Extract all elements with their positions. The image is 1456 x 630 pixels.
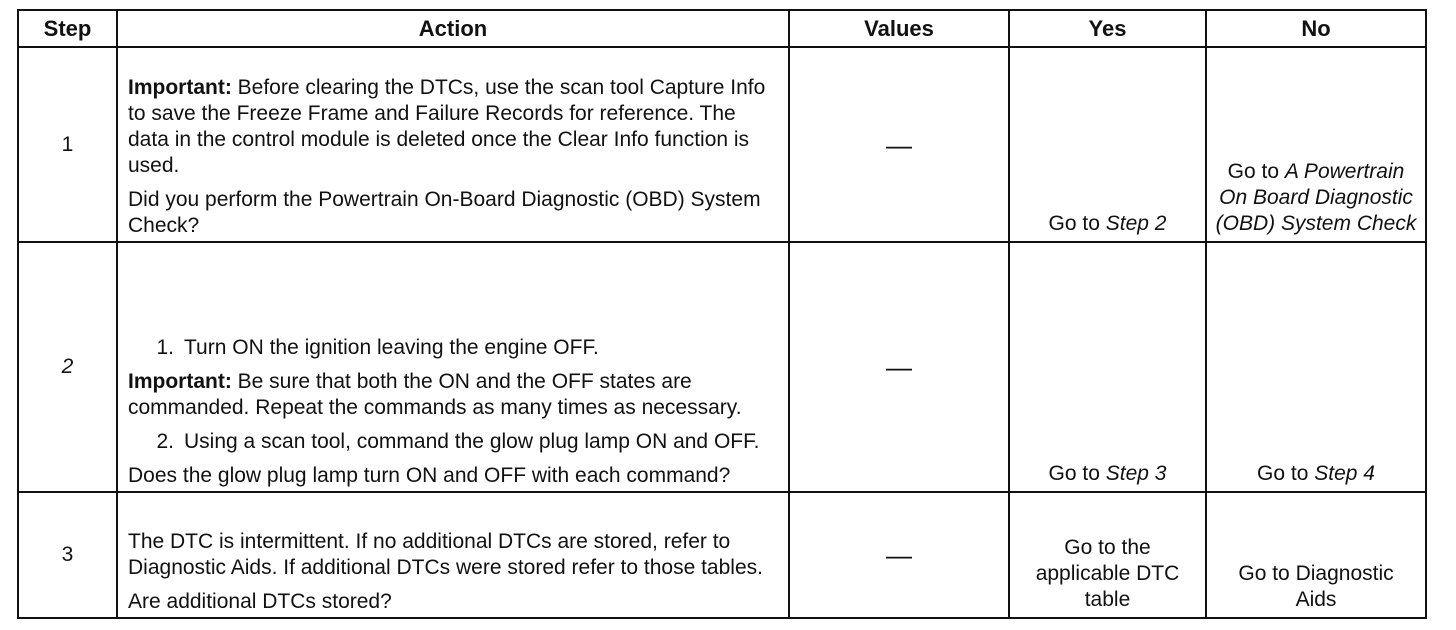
important-note xyxy=(128,75,776,179)
header-yes: Yes xyxy=(1009,10,1206,47)
important-text: Be sure that both the ON and the OFF states are commanded. Repeat the commands as many times as necessary. xyxy=(128,370,742,419)
question-text: Does the glow plug lamp turn ON and OFF with each command? xyxy=(128,464,731,487)
list-number: 1. xyxy=(156,336,174,359)
step-cell: 3 xyxy=(18,492,117,618)
step-cell: 2 xyxy=(18,242,117,492)
diagnostic-table xyxy=(17,9,1427,619)
important-note xyxy=(128,369,776,421)
values-cell: — xyxy=(789,47,1009,242)
yes-cell xyxy=(1009,47,1206,242)
important-label: Important: xyxy=(128,370,232,393)
list-item xyxy=(128,335,776,361)
no-link[interactable]: A Powertrain On Board Diagnostic (OBD) System Check xyxy=(1215,160,1417,235)
no-prefix: Go to xyxy=(1227,160,1285,183)
action-cell xyxy=(117,492,789,618)
header-values: Values xyxy=(789,10,1009,47)
table-row xyxy=(18,242,1426,492)
important-label: Important: xyxy=(128,76,232,99)
header-no: No xyxy=(1206,10,1426,47)
header-action: Action xyxy=(117,10,789,47)
yes-prefix: Go to xyxy=(1048,212,1106,235)
list-text: Turn ON the ignition leaving the engine OFF. xyxy=(184,336,599,359)
list-number: 2. xyxy=(156,430,174,453)
table-row xyxy=(18,47,1426,242)
no-prefix: Go to xyxy=(1257,462,1315,485)
no-link[interactable]: Step 4 xyxy=(1314,462,1375,485)
yes-cell[interactable]: Go to the applicable DTC table xyxy=(1009,492,1206,618)
table-row xyxy=(18,492,1426,618)
no-cell xyxy=(1206,242,1426,492)
action-cell xyxy=(117,242,789,492)
no-cell[interactable]: Go to Diagnostic Aids xyxy=(1206,492,1426,618)
yes-link[interactable]: Step 3 xyxy=(1105,462,1167,485)
values-cell: — xyxy=(789,492,1009,618)
yes-cell xyxy=(1009,242,1206,492)
header-row xyxy=(18,10,1426,47)
important-text: Before clearing the DTCs, use the scan tool Capture Info to save the Freeze Frame and Failure Records for reference. The data in the control module is deleted once the Clear Info function is used. xyxy=(128,76,766,177)
question-text: Did you perform the Powertrain On-Board Diagnostic (OBD) System Check? xyxy=(128,188,761,237)
list-text: Using a scan tool, command the glow plug lamp ON and OFF. xyxy=(184,430,760,453)
yes-prefix: Go to xyxy=(1048,462,1106,485)
no-cell xyxy=(1206,47,1426,242)
yes-link[interactable]: Step 2 xyxy=(1105,212,1167,235)
step-cell: 1 xyxy=(18,47,117,242)
header-step: Step xyxy=(18,10,117,47)
values-cell: — xyxy=(789,242,1009,492)
question-text: Are additional DTCs stored? xyxy=(128,590,392,613)
action-text: The DTC is intermittent. If no additional DTCs are stored, refer to Diagnostic Aids. If additional DTCs were stored refer to those tables. xyxy=(128,530,763,579)
action-cell xyxy=(117,47,789,242)
list-item xyxy=(128,429,776,455)
